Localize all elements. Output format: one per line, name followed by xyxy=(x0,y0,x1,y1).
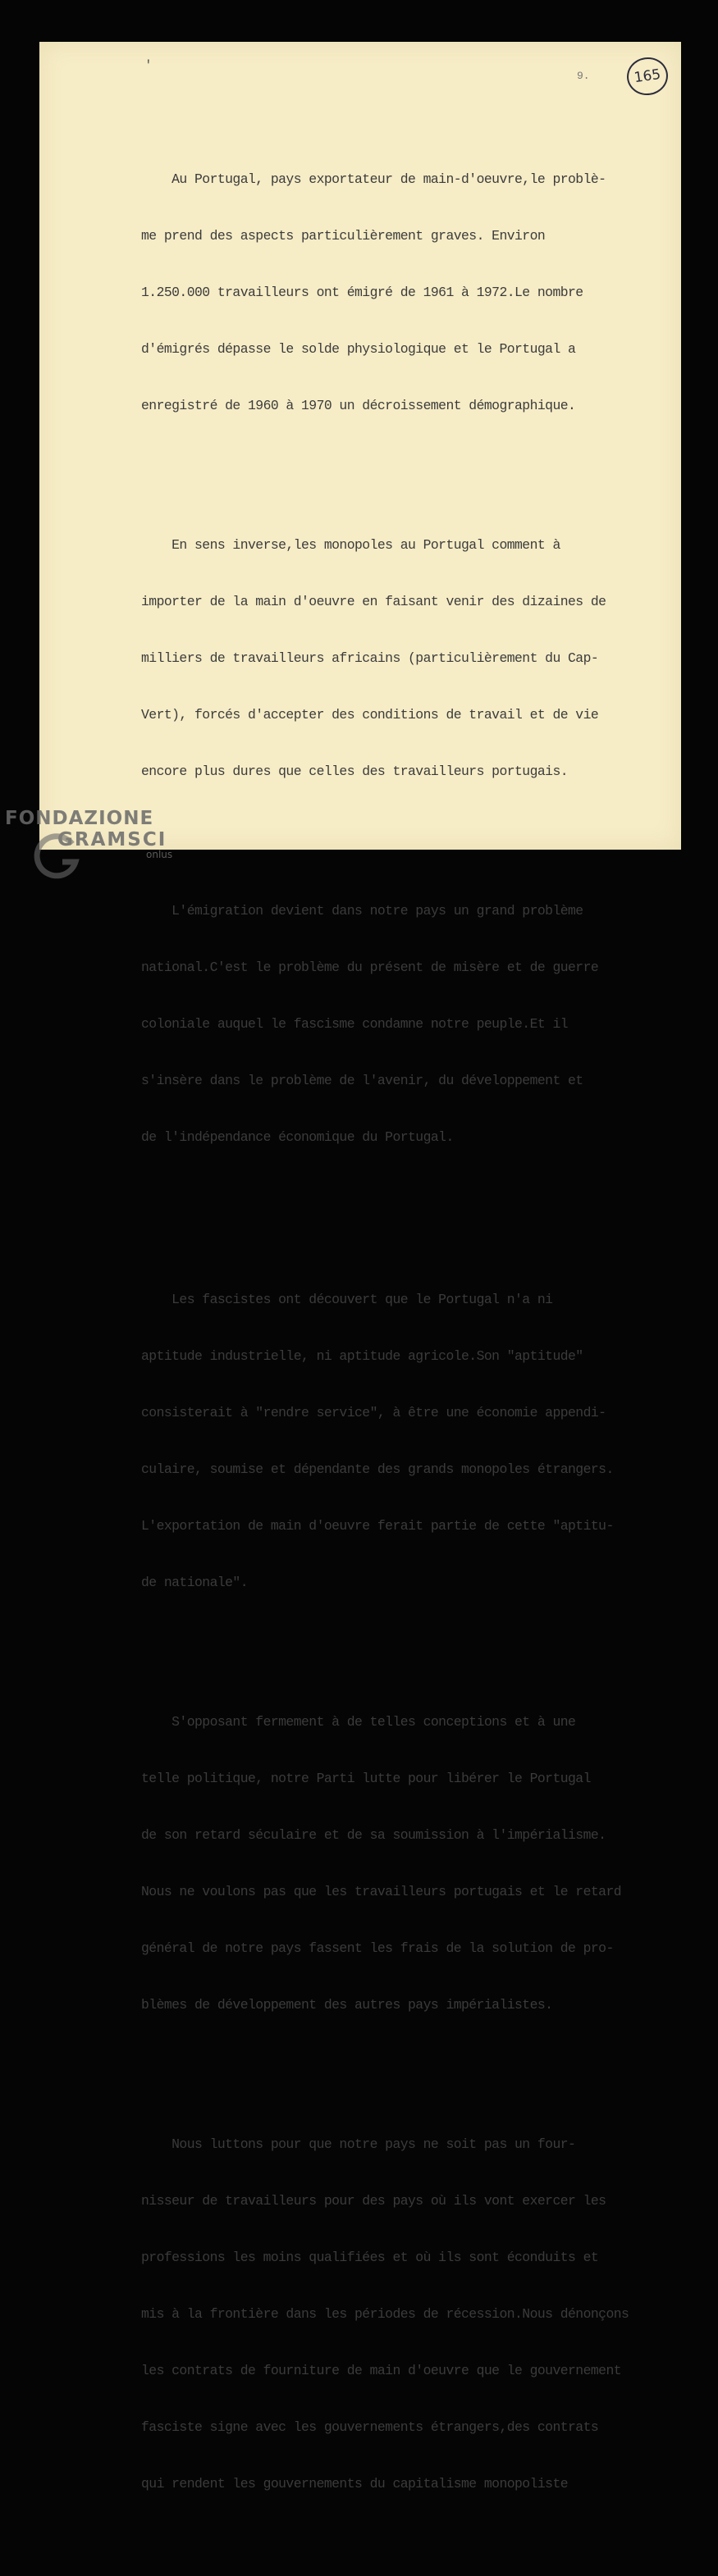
text-line: milliers de travailleurs africains (particulièrement du Cap- xyxy=(141,650,599,666)
text-line: de l'indépendance économique du Portugal. xyxy=(141,1129,454,1145)
text-line: encore plus dures que celles des travailleurs portugais. xyxy=(141,764,569,779)
text-line: Vert), forcés d'accepter des conditions de travail et de vie xyxy=(141,707,599,723)
page-mark: ' xyxy=(144,58,153,73)
archive-stamp xyxy=(624,55,670,98)
text-line: de nationale". xyxy=(141,1575,249,1590)
text-line: culaire, soumise et dépendante des grands monopoles étrangers. xyxy=(141,1461,614,1477)
paragraph-5 xyxy=(141,1675,683,2052)
text-line: enregistré de 1960 à 1970 un décroissement démographique. xyxy=(141,398,576,413)
text-line: coloniale auquel le fascisme condamne notre peuple.Et il xyxy=(141,1016,569,1032)
text-line: aptitude industrielle, ni aptitude agricole.Son "aptitude" xyxy=(141,1348,583,1364)
text-line: d'émigrés dépasse le solde physiologique et le Portugal a xyxy=(141,341,576,357)
text-line: L'émigration devient dans notre pays un grand problème xyxy=(141,903,583,919)
text-line: fasciste signe avec les gouvernements étrangers,des contrats xyxy=(141,2419,599,2435)
text-line: me prend des aspects particulièrement graves. Environ xyxy=(141,228,546,244)
text-line: national.C'est le problème du présent de misère et de guerre xyxy=(141,960,599,975)
text-line: les contrats de fourniture de main d'oeuvre que le gouvernement xyxy=(141,2363,622,2378)
text-line: nisseur de travailleurs pour des pays où ils vont exercer les xyxy=(141,2193,606,2209)
paragraph-2 xyxy=(141,498,683,818)
watermark-line-2: GRAMSCI xyxy=(57,829,167,850)
text-line: consisterait à "rendre service", à être une économie appendi- xyxy=(141,1405,606,1420)
text-line: s'insère dans le problème de l'avenir, du développement et xyxy=(141,1073,583,1088)
text-line: de son retard séculaire et de sa soumission à l'impérialisme. xyxy=(141,1827,606,1843)
text-line: professions les moins qualifiées et où ils sont éconduits et xyxy=(141,2250,599,2265)
text-line: mis à la frontière dans les périodes de récession.Nous dénonçons xyxy=(141,2306,629,2322)
text-line: 1.250.000 travailleurs ont émigré de 1961 à 1972.Le nombre xyxy=(141,285,583,300)
paragraph-4 xyxy=(141,1252,683,1630)
watermark-line-1: FONDAZIONE xyxy=(5,808,154,829)
paragraph-6 xyxy=(141,2097,683,2531)
text-line: Les fascistes ont découvert que le Portugal n'a ni xyxy=(141,1292,553,1307)
text-line: En sens inverse,les monopoles au Portugal comment à xyxy=(141,537,560,553)
text-line: S'opposant fermement à de telles conceptions et à une xyxy=(141,1714,576,1730)
text-line: Nous luttons pour que notre pays ne soit pas un four- xyxy=(141,2136,576,2152)
text-line: qui rendent les gouvernements du capitalisme monopoliste xyxy=(141,2476,569,2492)
text-line: L'exportation de main d'oeuvre ferait partie de cette "aptitu- xyxy=(141,1518,614,1534)
text-line: général de notre pays fassent les frais de la solution de pro- xyxy=(141,1940,614,1956)
text-line: telle politique, notre Parti lutte pour libérer le Portugal xyxy=(141,1771,591,1786)
text-line: Au Portugal, pays exportateur de main-d'oeuvre,le problè- xyxy=(141,171,606,187)
archive-stamp-number: 165 xyxy=(633,66,662,87)
text-line: importer de la main d'oeuvre en faisant venir des dizaines de xyxy=(141,594,606,609)
watermark-line-3: onlus xyxy=(146,849,173,860)
fondazione-gramsci-watermark xyxy=(5,808,172,860)
paragraph-1 xyxy=(141,132,683,453)
gramsci-logo-icon xyxy=(30,829,82,882)
paragraph-3 xyxy=(141,864,683,1184)
text-line: Nous ne voulons pas que les travailleurs portugais et le retard xyxy=(141,1884,622,1899)
body-text xyxy=(141,94,683,2576)
text-line: blèmes de développement des autres pays impérialistes. xyxy=(141,1997,553,2013)
page-number: 9. xyxy=(577,70,590,82)
